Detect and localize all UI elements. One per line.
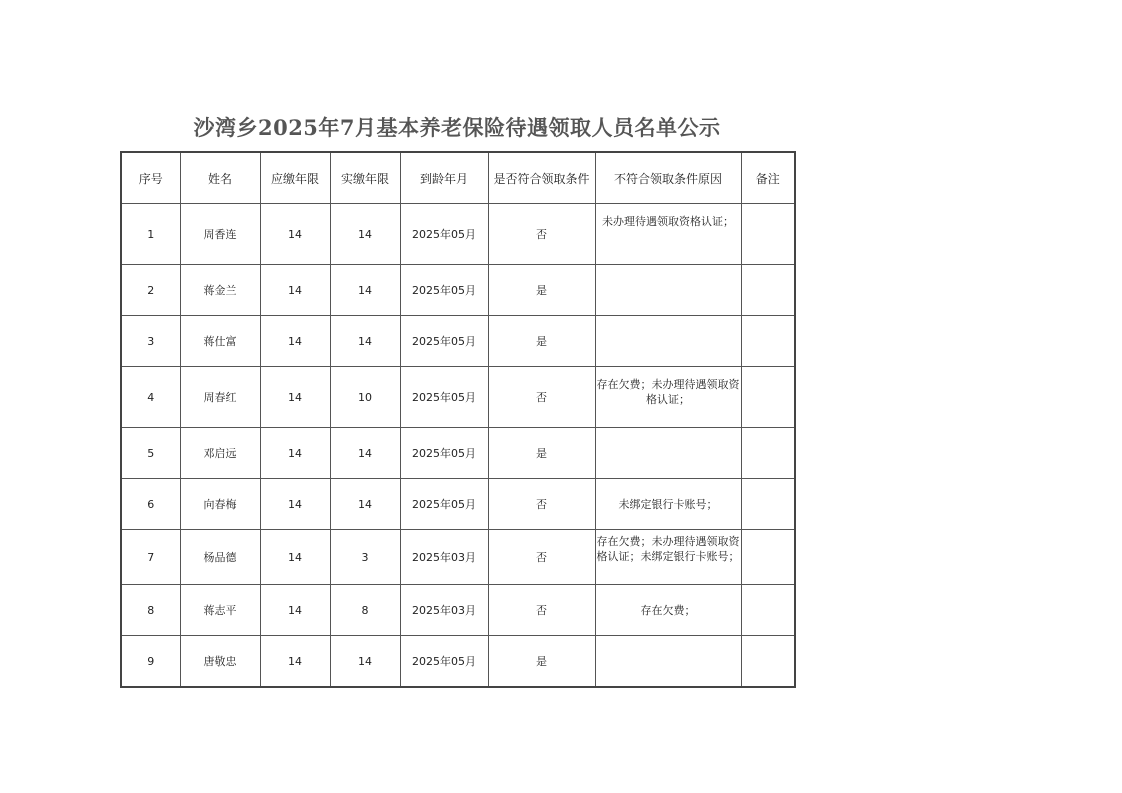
cell-required-years: 14 <box>260 265 330 316</box>
cell-name: 周春红 <box>180 367 260 428</box>
cell-actual-years: 14 <box>330 316 400 367</box>
cell-age-month: 2025年05月 <box>400 367 488 428</box>
cell-age-month: 2025年03月 <box>400 530 488 585</box>
cell-name: 蒋金兰 <box>180 265 260 316</box>
cell-required-years: 14 <box>260 428 330 479</box>
cell-name: 蒋仕富 <box>180 316 260 367</box>
cell-name: 蒋志平 <box>180 585 260 636</box>
cell-name: 邓启远 <box>180 428 260 479</box>
cell-seq: 1 <box>121 204 180 265</box>
table-row <box>121 367 795 428</box>
table-row <box>121 585 795 636</box>
cell-eligible: 是 <box>488 316 595 367</box>
cell-eligible: 否 <box>488 530 595 585</box>
cell-actual-years: 14 <box>330 479 400 530</box>
cell-reason: 存在欠费；未办理待遇领取资格认证；未绑定银行卡账号； <box>595 530 741 585</box>
cell-actual-years: 8 <box>330 585 400 636</box>
cell-remark <box>741 479 795 530</box>
cell-seq: 2 <box>121 265 180 316</box>
cell-remark <box>741 265 795 316</box>
table-row <box>121 636 795 688</box>
cell-required-years: 14 <box>260 585 330 636</box>
cell-eligible: 否 <box>488 479 595 530</box>
cell-reason <box>595 428 741 479</box>
cell-name: 唐敬忠 <box>180 636 260 688</box>
cell-remark <box>741 636 795 688</box>
cell-actual-years: 14 <box>330 204 400 265</box>
cell-remark <box>741 316 795 367</box>
cell-age-month: 2025年05月 <box>400 204 488 265</box>
cell-eligible: 否 <box>488 585 595 636</box>
header-reason: 不符合领取条件原因 <box>595 152 741 204</box>
table-header-row <box>121 152 795 204</box>
table-row <box>121 204 795 265</box>
cell-seq: 9 <box>121 636 180 688</box>
cell-reason: 存在欠费； <box>595 585 741 636</box>
cell-seq: 6 <box>121 479 180 530</box>
table-row <box>121 428 795 479</box>
cell-reason <box>595 636 741 688</box>
page-title: 沙湾乡2025年7月基本养老保险待遇领取人员名单公示 <box>193 115 721 140</box>
cell-required-years: 14 <box>260 316 330 367</box>
cell-remark <box>741 204 795 265</box>
cell-seq: 3 <box>121 316 180 367</box>
header-eligible: 是否符合领取条件 <box>488 152 595 204</box>
cell-actual-years: 3 <box>330 530 400 585</box>
cell-required-years: 14 <box>260 367 330 428</box>
cell-seq: 8 <box>121 585 180 636</box>
pension-recipient-table <box>120 151 796 688</box>
cell-eligible: 是 <box>488 265 595 316</box>
cell-remark <box>741 585 795 636</box>
table-row <box>121 530 795 585</box>
cell-age-month: 2025年05月 <box>400 428 488 479</box>
cell-remark <box>741 367 795 428</box>
header-age-month: 到龄年月 <box>400 152 488 204</box>
cell-name: 杨品德 <box>180 530 260 585</box>
cell-eligible: 否 <box>488 367 595 428</box>
cell-actual-years: 14 <box>330 636 400 688</box>
cell-age-month: 2025年05月 <box>400 316 488 367</box>
header-actual-years: 实缴年限 <box>330 152 400 204</box>
cell-required-years: 14 <box>260 204 330 265</box>
cell-reason <box>595 316 741 367</box>
header-name: 姓名 <box>180 152 260 204</box>
cell-reason: 未办理待遇领取资格认证； <box>595 204 741 265</box>
cell-actual-years: 10 <box>330 367 400 428</box>
cell-remark <box>741 530 795 585</box>
cell-seq: 5 <box>121 428 180 479</box>
cell-age-month: 2025年05月 <box>400 479 488 530</box>
cell-seq: 7 <box>121 530 180 585</box>
cell-reason <box>595 265 741 316</box>
header-required-years: 应缴年限 <box>260 152 330 204</box>
cell-required-years: 14 <box>260 479 330 530</box>
header-seq: 序号 <box>121 152 180 204</box>
cell-seq: 4 <box>121 367 180 428</box>
cell-required-years: 14 <box>260 636 330 688</box>
cell-age-month: 2025年05月 <box>400 265 488 316</box>
cell-reason: 未绑定银行卡账号； <box>595 479 741 530</box>
table-row <box>121 316 795 367</box>
cell-required-years: 14 <box>260 530 330 585</box>
cell-eligible: 是 <box>488 636 595 688</box>
cell-remark <box>741 428 795 479</box>
cell-actual-years: 14 <box>330 428 400 479</box>
cell-name: 向春梅 <box>180 479 260 530</box>
table-row <box>121 265 795 316</box>
cell-eligible: 否 <box>488 204 595 265</box>
table-row <box>121 479 795 530</box>
cell-reason: 存在欠费；未办理待遇领取资格认证； <box>595 367 741 428</box>
cell-age-month: 2025年05月 <box>400 636 488 688</box>
header-remark: 备注 <box>741 152 795 204</box>
cell-name: 周香连 <box>180 204 260 265</box>
cell-eligible: 是 <box>488 428 595 479</box>
cell-age-month: 2025年03月 <box>400 585 488 636</box>
cell-actual-years: 14 <box>330 265 400 316</box>
